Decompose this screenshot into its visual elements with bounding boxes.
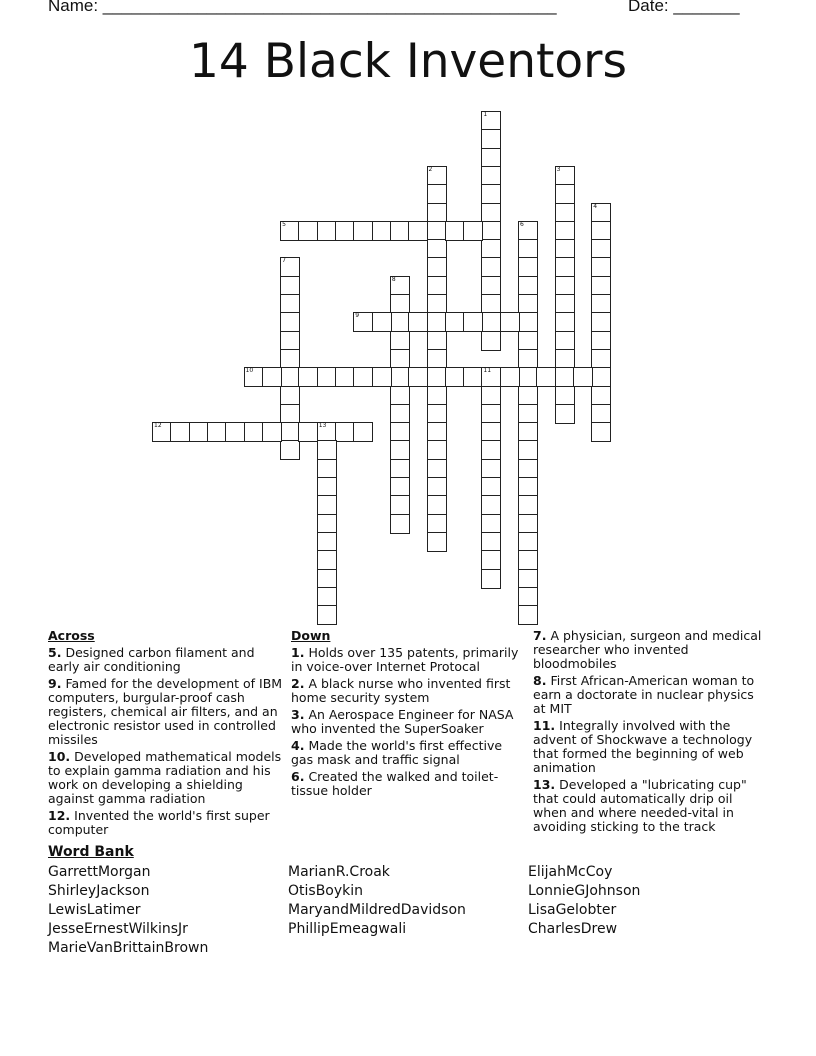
crossword-cell[interactable] bbox=[427, 532, 447, 552]
crossword-cell[interactable] bbox=[591, 294, 611, 314]
crossword-cell[interactable] bbox=[353, 221, 373, 241]
crossword-cell[interactable] bbox=[280, 312, 300, 332]
crossword-cell[interactable] bbox=[408, 221, 428, 241]
crossword-cell[interactable] bbox=[481, 312, 501, 332]
crossword-cell[interactable] bbox=[518, 422, 538, 442]
word-bank-column-1 bbox=[48, 863, 208, 958]
crossword-cell[interactable] bbox=[518, 550, 538, 570]
crossword-cell[interactable] bbox=[390, 422, 410, 442]
across-heading: Across bbox=[48, 628, 95, 643]
crossword-cell[interactable] bbox=[481, 166, 501, 186]
crossword-cell[interactable] bbox=[555, 367, 575, 387]
crossword-cell[interactable] bbox=[481, 148, 501, 168]
clue-number: 9 bbox=[355, 312, 360, 320]
crossword-cell[interactable] bbox=[500, 367, 520, 387]
crossword-cell[interactable] bbox=[427, 440, 447, 460]
crossword-cell[interactable] bbox=[353, 422, 373, 442]
crossword-cell[interactable] bbox=[518, 221, 538, 241]
crossword-cell[interactable] bbox=[390, 331, 410, 351]
word-bank-item: OtisBoykin bbox=[288, 883, 364, 899]
clue-number: 2 bbox=[428, 165, 433, 173]
crossword-cell[interactable] bbox=[518, 294, 538, 314]
crossword-cell[interactable] bbox=[427, 422, 447, 442]
crossword-cell[interactable] bbox=[280, 257, 300, 277]
crossword-cell[interactable] bbox=[518, 312, 538, 332]
clue-down-13: 13. Developed a "lubricating cup" that could automatically drip oil when and where needed-vital in avoiding sticking to the track bbox=[533, 777, 747, 834]
crossword-cell[interactable] bbox=[518, 404, 538, 424]
crossword-cell[interactable] bbox=[280, 386, 300, 406]
crossword-cell[interactable] bbox=[555, 312, 575, 332]
clue-number: 7 bbox=[282, 257, 286, 265]
crossword-cell[interactable] bbox=[353, 367, 373, 387]
crossword-cell[interactable] bbox=[390, 440, 410, 460]
clue-down-3: 3. An Aerospace Engineer for NASA who invented the SuperSoaker bbox=[291, 707, 514, 736]
clue-down-1: 1. Holds over 135 patents, primarily in voice-over Internet Protocal bbox=[291, 645, 519, 674]
crossword-cell[interactable] bbox=[463, 312, 483, 332]
clue-across-10: 10. Developed mathematical models to explain gamma radiation and his work on developing a shielding against gamma radiation bbox=[48, 749, 282, 806]
crossword-cell[interactable] bbox=[317, 422, 337, 442]
crossword-cell[interactable] bbox=[317, 477, 337, 497]
crossword-cell[interactable] bbox=[518, 495, 538, 515]
word-bank-item: GarrettMorgan bbox=[48, 864, 151, 880]
crossword-cell[interactable] bbox=[481, 276, 501, 296]
crossword-cell[interactable] bbox=[518, 587, 538, 607]
crossword-cell[interactable] bbox=[427, 239, 447, 259]
clue-number: 13 bbox=[318, 422, 327, 430]
crossword-cell[interactable] bbox=[463, 221, 483, 241]
clue-down-4: 4. Made the world's first effective gas mask and traffic signal bbox=[291, 738, 503, 767]
crossword-cell[interactable] bbox=[500, 312, 520, 332]
crossword-cell[interactable] bbox=[262, 367, 282, 387]
crossword-cell[interactable] bbox=[335, 221, 355, 241]
clue-down-6: 6. Created the walked and toilet-tissue holder bbox=[291, 769, 499, 798]
crossword-cell[interactable] bbox=[298, 422, 318, 442]
crossword-cell[interactable] bbox=[280, 367, 300, 387]
crossword-cell[interactable] bbox=[390, 312, 410, 332]
word-bank-item: MarieVanBrittainBrown bbox=[48, 940, 209, 956]
crossword-cell[interactable] bbox=[591, 276, 611, 296]
word-bank-column-2 bbox=[288, 863, 466, 939]
crossword-cell[interactable] bbox=[298, 221, 318, 241]
word-bank-item: ShirleyJackson bbox=[48, 883, 150, 899]
crossword-cell[interactable] bbox=[591, 312, 611, 332]
crossword-cell[interactable] bbox=[280, 422, 300, 442]
crossword-cell[interactable] bbox=[518, 532, 538, 552]
clue-number: 1 bbox=[483, 111, 488, 118]
word-bank-item: LisaGelobter bbox=[528, 902, 617, 918]
crossword-cell[interactable] bbox=[317, 459, 337, 479]
crossword-cell[interactable] bbox=[555, 294, 575, 314]
crossword-cell[interactable] bbox=[427, 367, 447, 387]
word-bank-heading: Word Bank bbox=[48, 844, 134, 860]
crossword-cell[interactable] bbox=[317, 550, 337, 570]
crossword-cell[interactable] bbox=[481, 184, 501, 204]
crossword-cell[interactable] bbox=[518, 440, 538, 460]
crossword-cell[interactable] bbox=[481, 514, 501, 534]
crossword-cell[interactable] bbox=[262, 422, 282, 442]
crossword-cell[interactable] bbox=[170, 422, 190, 442]
crossword-cell[interactable] bbox=[280, 221, 300, 241]
crossword-cell[interactable] bbox=[481, 569, 501, 589]
crossword-cell[interactable] bbox=[390, 386, 410, 406]
crossword-cell[interactable] bbox=[536, 367, 556, 387]
crossword-cell[interactable] bbox=[317, 569, 337, 589]
crossword-cell[interactable] bbox=[408, 367, 428, 387]
crossword-cell[interactable] bbox=[372, 221, 392, 241]
crossword-cell[interactable] bbox=[280, 294, 300, 314]
clue-number: 3 bbox=[556, 165, 561, 173]
crossword-cell[interactable] bbox=[225, 422, 245, 442]
crossword-cell[interactable] bbox=[518, 349, 538, 369]
word-bank-item: JesseErnestWilkinsJr bbox=[48, 921, 188, 937]
crossword-cell[interactable] bbox=[591, 367, 611, 387]
crossword-cell[interactable] bbox=[555, 276, 575, 296]
crossword-cell[interactable] bbox=[481, 459, 501, 479]
word-bank-item: MaryandMildredDavidson bbox=[288, 902, 466, 918]
crossword-cell[interactable] bbox=[591, 331, 611, 351]
crossword-cell[interactable] bbox=[518, 239, 538, 259]
crossword-cell[interactable] bbox=[555, 349, 575, 369]
crossword-cell[interactable] bbox=[555, 404, 575, 424]
crossword-cell[interactable] bbox=[353, 312, 373, 332]
crossword-cell[interactable] bbox=[335, 367, 355, 387]
crossword-cell[interactable] bbox=[427, 312, 447, 332]
crossword-cell[interactable] bbox=[317, 587, 337, 607]
crossword-cell[interactable] bbox=[481, 440, 501, 460]
crossword-cell[interactable] bbox=[427, 514, 447, 534]
crossword-cell[interactable] bbox=[390, 349, 410, 369]
clue-number: 5 bbox=[282, 220, 286, 228]
crossword-cell[interactable] bbox=[591, 386, 611, 406]
clue-across-12: 12. Invented the world's first super computer bbox=[48, 808, 270, 837]
crossword-cell[interactable] bbox=[591, 239, 611, 259]
crossword-cell[interactable] bbox=[555, 184, 575, 204]
down-clues bbox=[291, 629, 521, 801]
crossword-cell[interactable] bbox=[244, 422, 264, 442]
crossword-cell[interactable] bbox=[317, 605, 337, 625]
crossword-cell[interactable] bbox=[518, 459, 538, 479]
crossword-cell[interactable] bbox=[427, 294, 447, 314]
clue-number: 12 bbox=[154, 422, 162, 430]
crossword-cell[interactable] bbox=[427, 349, 447, 369]
puzzle-title: 14 Black Inventors bbox=[188, 34, 627, 89]
crossword-cell[interactable] bbox=[481, 331, 501, 351]
crossword-cell[interactable] bbox=[481, 367, 501, 387]
crossword-cell[interactable] bbox=[481, 422, 501, 442]
crossword-cell[interactable] bbox=[591, 203, 611, 223]
crossword-cell[interactable] bbox=[427, 276, 447, 296]
crossword-cell[interactable] bbox=[280, 349, 300, 369]
clue-number: 6 bbox=[520, 220, 524, 228]
crossword-cell[interactable] bbox=[481, 221, 501, 241]
word-bank-item: LonnieGJohnson bbox=[528, 883, 641, 899]
clue-across-5: 5. Designed carbon filament and early air conditioning bbox=[48, 645, 255, 674]
crossword-cell[interactable] bbox=[427, 386, 447, 406]
crossword-cell[interactable] bbox=[555, 221, 575, 241]
crossword-cell[interactable] bbox=[390, 294, 410, 314]
clue-number: 11 bbox=[483, 367, 492, 375]
crossword-cell[interactable] bbox=[335, 422, 355, 442]
crossword-cell[interactable] bbox=[280, 276, 300, 296]
crossword-cell[interactable] bbox=[555, 203, 575, 223]
crossword-cell[interactable] bbox=[445, 367, 465, 387]
crossword-cell[interactable] bbox=[518, 514, 538, 534]
crossword-cell[interactable] bbox=[427, 166, 447, 186]
crossword-cell[interactable] bbox=[390, 459, 410, 479]
down-heading: Down bbox=[291, 628, 331, 643]
crossword-cell[interactable] bbox=[390, 367, 410, 387]
crossword-cell[interactable] bbox=[390, 477, 410, 497]
crossword-cell[interactable] bbox=[555, 166, 575, 186]
crossword-cell[interactable] bbox=[518, 367, 538, 387]
crossword-cell[interactable] bbox=[555, 386, 575, 406]
crossword-cell[interactable] bbox=[518, 386, 538, 406]
clue-down-2: 2. A black nurse who invented first home security system bbox=[291, 676, 511, 705]
crossword-cell[interactable] bbox=[518, 569, 538, 589]
crossword-cell[interactable] bbox=[591, 404, 611, 424]
word-bank-item: ElijahMcCoy bbox=[528, 864, 613, 880]
crossword-cell[interactable] bbox=[481, 203, 501, 223]
crossword-cell[interactable] bbox=[481, 257, 501, 277]
crossword-cell[interactable] bbox=[481, 404, 501, 424]
crossword-cell[interactable] bbox=[390, 495, 410, 515]
down-clues-continued bbox=[533, 629, 763, 837]
word-bank-column-3 bbox=[528, 863, 640, 939]
word-bank-item: CharlesDrew bbox=[528, 921, 618, 937]
clue-number: 10 bbox=[245, 367, 254, 375]
crossword-cell[interactable] bbox=[481, 294, 501, 314]
crossword-cell[interactable] bbox=[518, 605, 538, 625]
crossword-cell[interactable] bbox=[555, 239, 575, 259]
clue-across-9: 9. Famed for the development of IBM computers, burgular-proof cash registers, chemical air filters, and an electronic resistor used in controlled missiles bbox=[48, 676, 283, 747]
crossword-cell[interactable] bbox=[317, 221, 337, 241]
crossword-cell[interactable] bbox=[427, 477, 447, 497]
crossword-cell[interactable] bbox=[481, 129, 501, 149]
crossword-cell[interactable] bbox=[390, 276, 410, 296]
crossword-cell[interactable] bbox=[591, 422, 611, 442]
crossword-cell[interactable] bbox=[280, 440, 300, 460]
crossword-cell[interactable] bbox=[427, 404, 447, 424]
crossword-cell[interactable] bbox=[427, 184, 447, 204]
across-clues bbox=[48, 629, 284, 840]
word-bank-item: LewisLatimer bbox=[48, 902, 141, 918]
crossword-cell[interactable] bbox=[591, 257, 611, 277]
crossword-cell[interactable] bbox=[481, 532, 501, 552]
crossword-cell[interactable] bbox=[152, 422, 172, 442]
crossword-cell[interactable] bbox=[427, 495, 447, 515]
crossword-cell[interactable] bbox=[317, 532, 337, 552]
crossword-cell[interactable] bbox=[427, 257, 447, 277]
crossword-cell[interactable] bbox=[481, 550, 501, 570]
crossword-cell[interactable] bbox=[445, 221, 465, 241]
crossword-cell[interactable] bbox=[317, 495, 337, 515]
crossword-cell[interactable] bbox=[317, 514, 337, 534]
clue-number: 8 bbox=[391, 275, 396, 283]
clue-down-11: 11. Integrally involved with the advent of Shockwave a technology that formed the beginning of web animation bbox=[533, 718, 753, 775]
crossword-cell[interactable] bbox=[372, 312, 392, 332]
crossword-cell[interactable] bbox=[317, 440, 337, 460]
clue-down-7: 7. A physician, surgeon and medical researcher who invented bloodmobiles bbox=[533, 628, 762, 671]
crossword-cell[interactable] bbox=[573, 367, 593, 387]
crossword-cell[interactable] bbox=[427, 459, 447, 479]
crossword-cell[interactable] bbox=[591, 349, 611, 369]
crossword-cell[interactable] bbox=[518, 257, 538, 277]
crossword-cell[interactable] bbox=[390, 514, 410, 534]
crossword-cell[interactable] bbox=[481, 111, 501, 131]
crossword-cell[interactable] bbox=[244, 367, 264, 387]
clue-number: 4 bbox=[593, 202, 598, 210]
crossword-cell[interactable] bbox=[390, 404, 410, 424]
crossword-cell[interactable] bbox=[518, 276, 538, 296]
crossword-cell[interactable] bbox=[207, 422, 227, 442]
crossword-cell[interactable] bbox=[390, 221, 410, 241]
date-field[interactable]: Date: _______ bbox=[628, 0, 740, 15]
crossword-cell[interactable] bbox=[427, 331, 447, 351]
crossword-cell[interactable] bbox=[189, 422, 209, 442]
crossword-cell[interactable] bbox=[372, 367, 392, 387]
crossword-cell[interactable] bbox=[555, 331, 575, 351]
crossword-cell[interactable] bbox=[280, 331, 300, 351]
crossword-cell[interactable] bbox=[591, 221, 611, 241]
crossword-cell[interactable] bbox=[481, 239, 501, 259]
crossword-cell[interactable] bbox=[481, 386, 501, 406]
crossword-cell[interactable] bbox=[518, 331, 538, 351]
name-field[interactable]: Name: ________________________________________________ bbox=[48, 0, 557, 15]
crossword-cell[interactable] bbox=[427, 221, 447, 241]
crossword-cell[interactable] bbox=[481, 477, 501, 497]
word-bank-item: PhillipEmeagwali bbox=[288, 921, 407, 937]
crossword-cell[interactable] bbox=[427, 203, 447, 223]
word-bank-item: MarianR.Croak bbox=[288, 864, 390, 880]
crossword-cell[interactable] bbox=[445, 312, 465, 332]
crossword-cell[interactable] bbox=[280, 404, 300, 424]
crossword-cell[interactable] bbox=[481, 495, 501, 515]
crossword-cell[interactable] bbox=[408, 312, 428, 332]
clue-down-8: 8. First African-American woman to earn a doctorate in nuclear physics at MIT bbox=[533, 673, 755, 716]
crossword-cell[interactable] bbox=[518, 477, 538, 497]
crossword-cell[interactable] bbox=[463, 367, 483, 387]
crossword-cell[interactable] bbox=[555, 257, 575, 277]
crossword-cell[interactable] bbox=[317, 367, 337, 387]
crossword-cell[interactable] bbox=[298, 367, 318, 387]
